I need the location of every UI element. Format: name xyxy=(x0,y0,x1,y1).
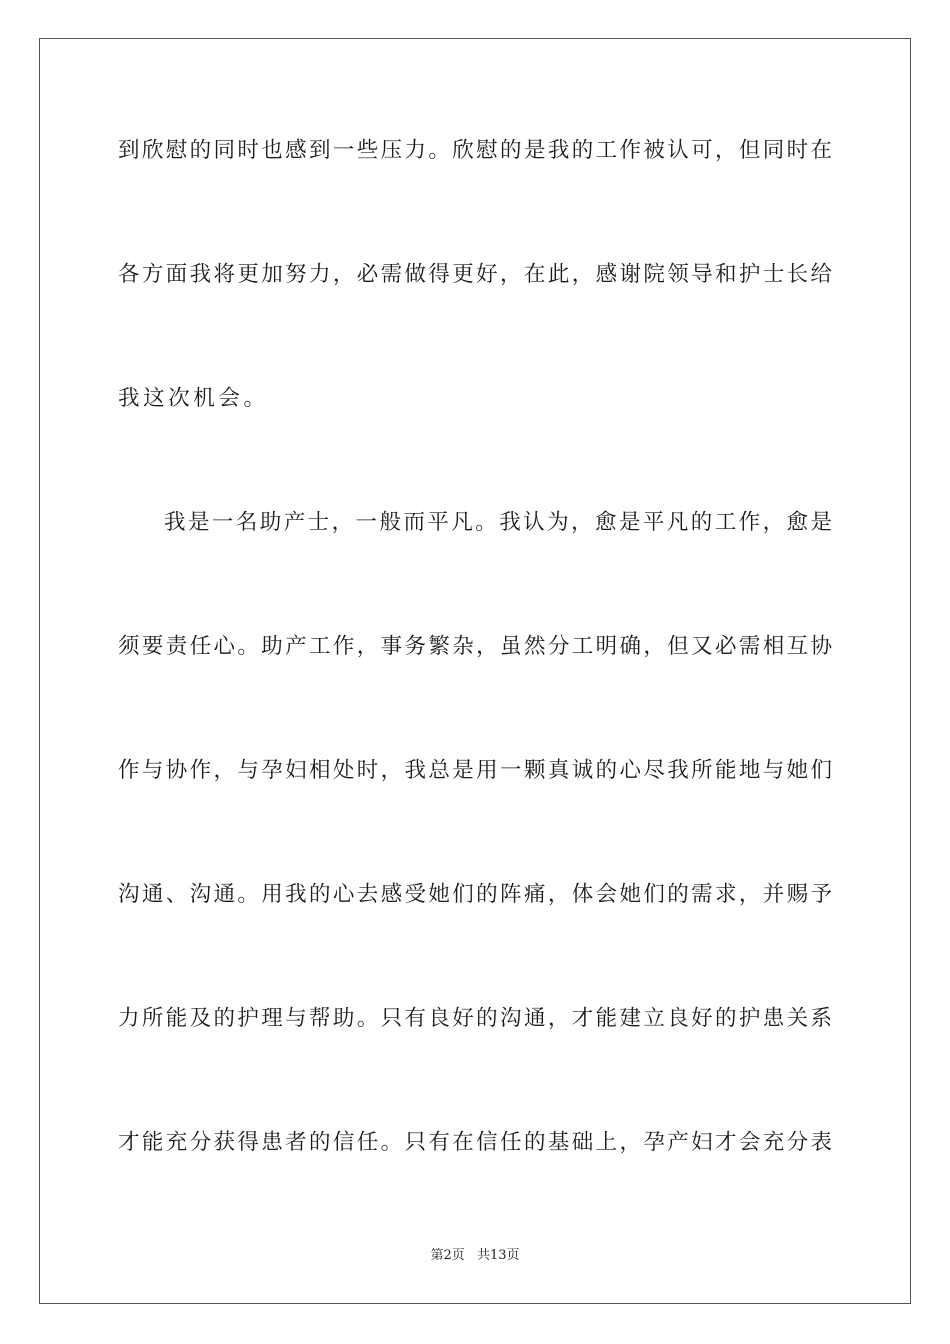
text-line: 到欣慰的同时也感到一些压力。欣慰的是我的工作被认可，但同时在 xyxy=(118,138,832,163)
text-line: 我这次机会。 xyxy=(118,386,269,411)
text-line: 须要责任心。助产工作，事务繁杂，虽然分工明确，但又必需相互协 xyxy=(118,634,832,659)
text-line: 作与协作，与孕妇相处时，我总是用一颗真诚的心尽我所能地与她们 xyxy=(118,758,832,783)
page-border xyxy=(39,38,911,1304)
text-line: 各方面我将更加努力，必需做得更好，在此，感谢院领导和护士长给 xyxy=(118,262,832,287)
page-number: 第2页 xyxy=(430,1248,465,1263)
text-line: 才能充分获得患者的信任。只有在信任的基础上，孕产妇才会充分表 xyxy=(118,1130,832,1155)
paragraph-first-line: 我是一名助产士，一般而平凡。我认为，愈是平凡的工作，愈是 xyxy=(164,510,832,535)
page-total: 共13页 xyxy=(476,1248,520,1263)
page-footer xyxy=(0,1244,950,1263)
text-line: 沟通、沟通。用我的心去感受她们的阵痛，体会她们的需求，并赐予 xyxy=(118,882,832,907)
text-line: 力所能及的护理与帮助。只有良好的沟通，才能建立良好的护患关系 xyxy=(118,1006,832,1031)
